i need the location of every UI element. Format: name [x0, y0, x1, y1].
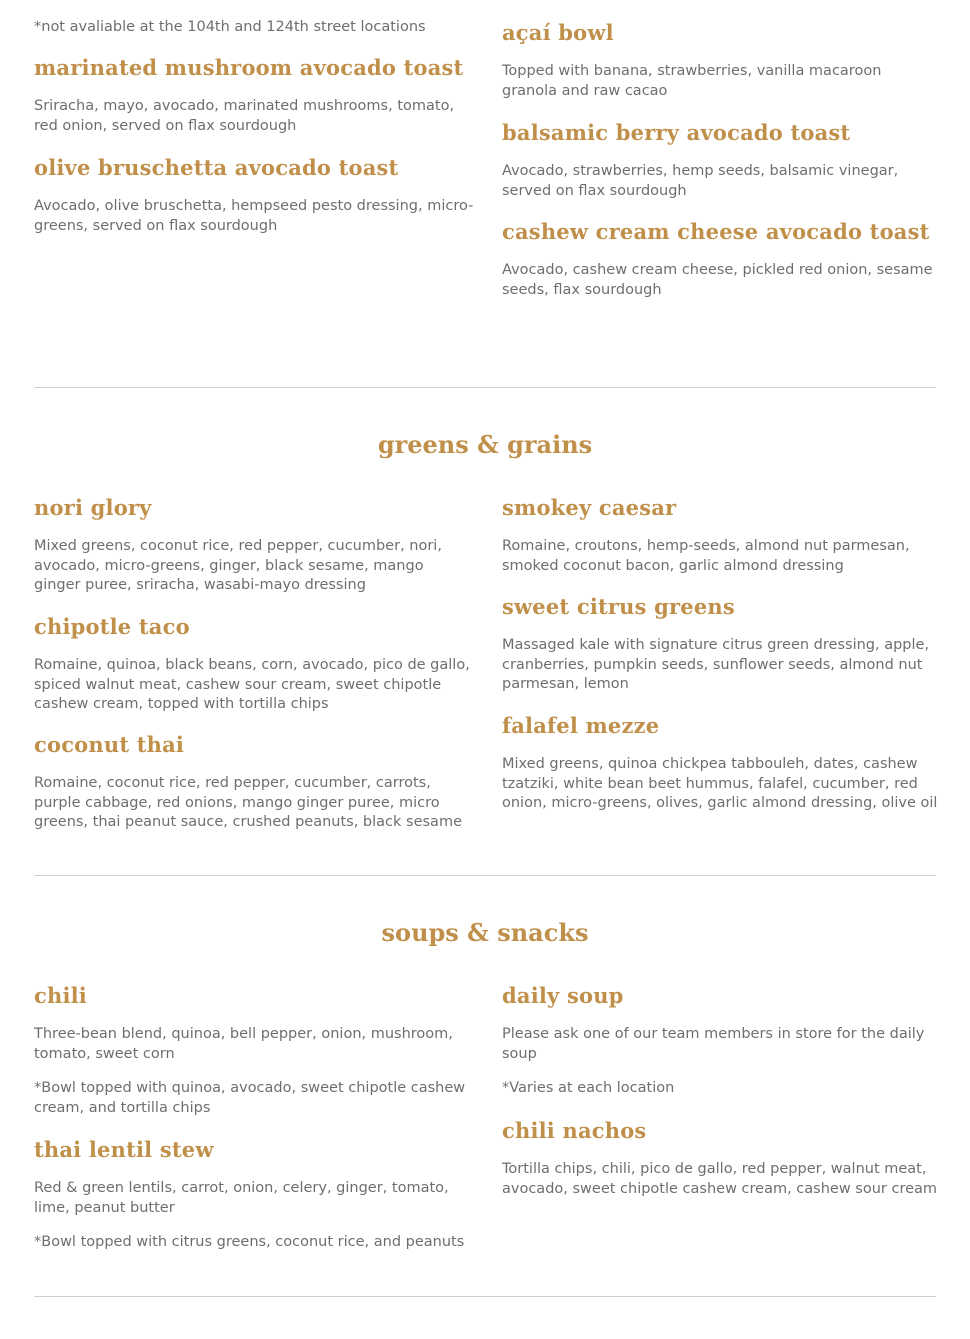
item-desc-falafel-mezze: Mixed greens, quinoa chickpea tabbouleh, dates, cashew tzatziki, white bean beet hummus, falafel, cucumber, red onion, micro-greens, olives, garlic almond dressing, olive oil: [502, 756, 938, 811]
item-note-chili: *Bowl topped with quinoa, avocado, sweet chipotle cashew cream, and tortilla chips: [34, 1080, 466, 1116]
section-heading-greens-grains: greens & grains: [377, 430, 593, 459]
item-title-balsamic-berry-avocado-toast: balsamic berry avocado toast: [502, 120, 851, 145]
item-title-chili: chili: [34, 983, 87, 1008]
item-desc-nori-glory: Mixed greens, coconut rice, red pepper, cucumber, nori, avocado, micro-greens, ginger, black sesame, mango ginger puree, sriracha, wasabi-mayo dressing: [34, 538, 442, 593]
item-desc-coconut-thai: Romaine, coconut rice, red pepper, cucumber, carrots, purple cabbage, red onions, mango ginger puree, micro greens, thai peanut sauce, crushed peanuts, black sesame: [34, 775, 462, 830]
item-title-olive-bruschetta-avocado-toast: olive bruschetta avocado toast: [34, 155, 399, 180]
item-note-daily-soup: *Varies at each location: [502, 1080, 675, 1096]
item-desc-chili-nachos: Tortilla chips, chili, pico de gallo, red pepper, walnut meat, avocado, sweet chipotle cashew cream, cashew sour cream: [502, 1161, 938, 1197]
item-title-coconut-thai: coconut thai: [34, 732, 185, 757]
item-desc-marinated-mushroom-avocado-toast: Sriracha, mayo, avocado, marinated mushrooms, tomato, red onion, served on flax sourdough: [34, 98, 455, 134]
item-desc-balsamic-berry-avocado-toast: Avocado, strawberries, hemp seeds, balsamic vinegar, served on flax sourdough: [502, 163, 899, 199]
item-note-thai-lentil-stew: *Bowl topped with citrus greens, coconut rice, and peanuts: [34, 1234, 465, 1250]
item-desc-chipotle-taco: Romaine, quinoa, black beans, corn, avocado, pico de gallo, spiced walnut meat, cashew sour cream, sweet chipotle cashew cream, topped with tortilla chips: [34, 657, 470, 712]
item-title-cashew-cream-cheese-avocado-toast: cashew cream cheese avocado toast: [502, 219, 930, 244]
item-title-nori-glory: nori glory: [34, 495, 152, 520]
item-title-daily-soup: daily soup: [502, 983, 624, 1008]
section-heading-soups-snacks: soups & snacks: [381, 918, 589, 947]
item-desc-smokey-caesar: Romaine, croutons, hemp-seeds, almond nut parmesan, smoked coconut bacon, garlic almond dressing: [502, 538, 910, 574]
item-title-sweet-citrus-greens: sweet citrus greens: [502, 594, 735, 619]
item-title-chipotle-taco: chipotle taco: [34, 614, 190, 639]
item-desc-thai-lentil-stew: Red & green lentils, carrot, onion, celery, ginger, tomato, lime, peanut butter: [34, 1180, 449, 1216]
section-divider: [34, 1296, 936, 1297]
item-desc-olive-bruschetta-avocado-toast: Avocado, olive bruschetta, hempseed pesto dressing, micro-greens, served on flax sourdough: [34, 198, 474, 234]
item-title-smokey-caesar: smokey caesar: [502, 495, 677, 520]
location-note: *not avaliable at the 104th and 124th street locations: [34, 19, 426, 35]
item-desc-chili: Three-bean blend, quinoa, bell pepper, onion, mushroom, tomato, sweet corn: [34, 1026, 453, 1062]
item-title-chili-nachos: chili nachos: [502, 1118, 647, 1143]
section-divider: [34, 875, 936, 876]
item-desc-sweet-citrus-greens: Massaged kale with signature citrus green dressing, apple, cranberries, pumpkin seeds, sunflower seeds, almond nut parmesan, lemon: [502, 637, 930, 692]
item-desc-daily-soup: Please ask one of our team members in store for the daily soup: [502, 1026, 925, 1062]
item-title-acai-bowl: açaí bowl: [502, 20, 614, 45]
item-desc-acai-bowl: Topped with banana, strawberries, vanilla macaroon granola and raw cacao: [502, 63, 882, 99]
item-desc-cashew-cream-cheese-avocado-toast: Avocado, cashew cream cheese, pickled red onion, sesame seeds, flax sourdough: [502, 262, 933, 298]
item-title-thai-lentil-stew: thai lentil stew: [34, 1137, 214, 1162]
item-title-falafel-mezze: falafel mezze: [502, 713, 660, 738]
item-title-marinated-mushroom-avocado-toast: marinated mushroom avocado toast: [34, 55, 464, 80]
section-divider: [34, 387, 936, 388]
